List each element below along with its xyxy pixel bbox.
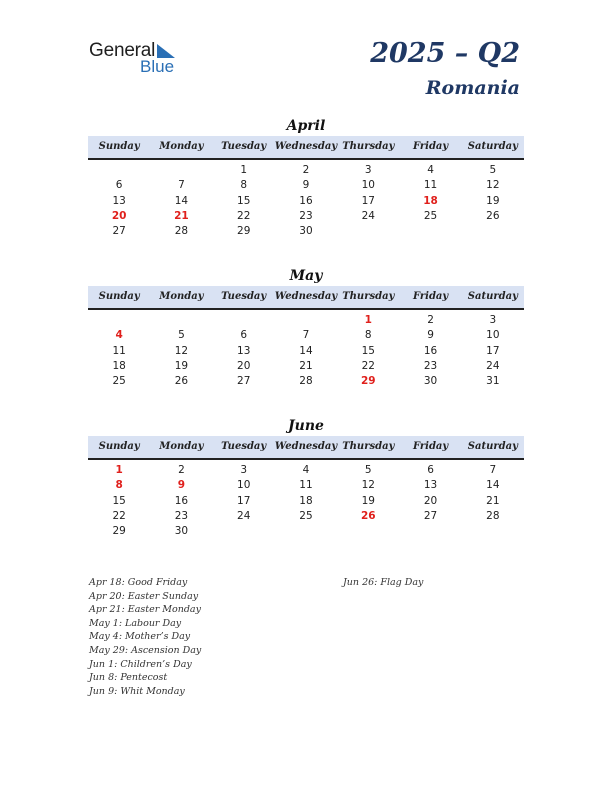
day-cell: 15: [361, 344, 375, 357]
day-cell: 21: [174, 209, 189, 222]
holiday-item: Jun 9: Whit Monday: [89, 685, 185, 697]
day-cell: 19: [361, 494, 375, 507]
week-row: [88, 463, 524, 478]
weekday-label: Friday: [412, 291, 449, 302]
weekday-header: [88, 136, 524, 160]
day-cell: [275, 524, 337, 539]
weekday-label: Friday: [412, 141, 449, 152]
day-cell: 22: [237, 209, 251, 222]
day-cell: 13: [237, 344, 251, 357]
day-cell: 27: [423, 509, 438, 522]
day-cell: 24: [361, 209, 375, 222]
day-cell: 29: [360, 375, 376, 388]
day-cell: [337, 524, 399, 539]
weekday-label: Sunday: [98, 291, 140, 302]
day-cell: 14: [174, 194, 189, 207]
holiday-item: May 1: Labour Day: [89, 617, 182, 629]
weekday-label: Saturday: [467, 291, 518, 302]
day-cell: 3: [489, 314, 497, 326]
weekday-label: Tuesday: [221, 141, 267, 152]
day-cell: 28: [174, 225, 189, 238]
day-cell: [150, 313, 212, 328]
weekday-label: Tuesday: [221, 441, 267, 452]
day-cell: 5: [178, 329, 185, 342]
day-cell: 3: [240, 464, 248, 476]
day-cell: 26: [174, 375, 189, 388]
day-cell: 26: [486, 209, 500, 222]
day-cell: 7: [489, 464, 497, 476]
holiday-item: Apr 20: Easter Sunday: [89, 590, 199, 602]
day-cell: 21: [486, 494, 500, 507]
day-cell: 16: [174, 494, 189, 507]
day-cell: 2: [427, 314, 434, 326]
day-cell: 10: [361, 179, 375, 192]
day-cell: 15: [112, 494, 126, 507]
day-cell: 18: [299, 494, 313, 507]
day-cell: [337, 224, 399, 239]
day-cell: 12: [361, 479, 375, 492]
day-cell: [275, 313, 337, 328]
day-cell: 17: [361, 194, 375, 207]
week-row: [88, 509, 524, 524]
week-row: [88, 209, 524, 224]
page-title: 2025 – Q2: [370, 38, 520, 69]
day-cell: 28: [299, 375, 313, 388]
day-cell: 11: [423, 179, 438, 192]
day-cell: 29: [112, 525, 126, 538]
week-row: [88, 478, 524, 493]
day-cell: 26: [360, 509, 376, 522]
week-row: [88, 224, 524, 239]
day-cell: 20: [237, 359, 251, 372]
day-cell: 19: [174, 359, 189, 372]
day-cell: 17: [486, 344, 500, 357]
day-cell: 25: [423, 209, 438, 222]
day-cell: 15: [237, 194, 251, 207]
week-row: [88, 359, 524, 374]
day-cell: 4: [427, 164, 434, 176]
month-calendar: [88, 266, 524, 389]
weekday-label: Wednesday: [274, 141, 338, 152]
day-cell: 9: [177, 479, 186, 492]
day-cell: 27: [112, 225, 126, 238]
weekday-label: Sunday: [98, 141, 140, 152]
day-cell: 9: [427, 329, 434, 342]
holiday-item: Jun 26: Flag Day: [343, 577, 424, 588]
weekday-header: [88, 286, 524, 310]
weekday-label: Thursday: [342, 291, 395, 302]
day-cell: 7: [178, 179, 185, 192]
weekday-label: Monday: [159, 141, 204, 152]
day-cell: 10: [486, 329, 500, 342]
week-row: [88, 344, 524, 359]
week-row: [88, 163, 524, 178]
day-cell: [399, 224, 461, 239]
day-cell: 7: [302, 329, 310, 342]
weekday-label: Monday: [159, 441, 204, 452]
week-row: [88, 178, 524, 193]
day-cell: 12: [486, 179, 500, 192]
weekday-label: Thursday: [342, 141, 395, 152]
day-cell: [213, 524, 275, 539]
day-cell: 5: [364, 464, 372, 476]
week-row: [88, 524, 524, 539]
day-cell: 18: [112, 359, 126, 372]
weekday-label: Saturday: [467, 441, 518, 452]
day-cell: 30: [299, 225, 313, 238]
day-cell: 10: [237, 479, 251, 492]
day-cell: 13: [112, 194, 126, 207]
day-cell: 23: [299, 209, 313, 222]
holiday-item: May 29: Ascension Day: [89, 644, 202, 656]
day-cell: 1: [240, 164, 248, 176]
day-cell: 12: [174, 344, 189, 357]
month-calendar: [88, 116, 524, 239]
day-cell: 23: [423, 359, 438, 372]
day-cell: 30: [423, 375, 438, 388]
day-cell: 3: [364, 164, 372, 176]
day-cell: 20: [423, 494, 438, 507]
day-cell: 4: [115, 329, 123, 342]
weekday-label: Monday: [159, 291, 204, 302]
weekday-label: Friday: [412, 441, 449, 452]
day-cell: 5: [489, 164, 497, 176]
day-cell: 18: [423, 194, 438, 207]
day-cell: 23: [174, 509, 189, 522]
weekday-header: [88, 436, 524, 460]
day-cell: 17: [237, 494, 251, 507]
day-cell: 11: [112, 344, 126, 357]
holiday-list-right: [343, 576, 423, 590]
day-cell: [88, 313, 150, 328]
week-row: [88, 328, 524, 343]
day-cell: 22: [112, 509, 126, 522]
day-cell: 16: [299, 194, 313, 207]
month-name: May: [289, 268, 323, 284]
day-cell: 8: [240, 179, 248, 192]
holiday-item: Apr 18: Good Friday: [89, 577, 188, 588]
day-cell: 19: [486, 194, 500, 207]
country-subtitle: Romania: [425, 77, 520, 99]
day-cell: 25: [299, 509, 313, 522]
weekday-label: Saturday: [467, 141, 518, 152]
month-calendar: [88, 416, 524, 539]
week-row: [88, 194, 524, 209]
holiday-item: May 4: Mother’s Day: [89, 631, 191, 643]
day-cell: 30: [174, 525, 189, 538]
day-cell: [150, 163, 212, 178]
day-cell: 25: [112, 375, 126, 388]
day-cell: [399, 524, 461, 539]
weekday-label: Tuesday: [221, 291, 267, 302]
day-cell: [213, 313, 275, 328]
day-cell: 13: [423, 479, 438, 492]
week-row: [88, 313, 524, 328]
day-cell: 16: [423, 344, 438, 357]
day-cell: 27: [237, 375, 251, 388]
weekday-label: Sunday: [98, 441, 140, 452]
month-name: June: [288, 418, 324, 434]
month-name: April: [286, 118, 326, 134]
day-cell: 1: [364, 314, 372, 326]
holiday-list-left: [89, 576, 201, 698]
day-cell: 6: [115, 179, 123, 192]
weekday-label: Wednesday: [274, 441, 338, 452]
day-cell: 6: [427, 464, 434, 476]
holiday-item: Apr 21: Easter Monday: [89, 604, 201, 616]
day-cell: 1: [115, 464, 123, 476]
day-cell: 11: [299, 479, 313, 492]
day-cell: 29: [237, 225, 251, 238]
day-cell: [462, 524, 524, 539]
day-cell: 24: [237, 509, 251, 522]
weekday-label: Wednesday: [274, 291, 338, 302]
day-cell: 31: [486, 375, 500, 388]
logo-blue-text: Blue: [140, 57, 175, 76]
day-cell: 9: [302, 179, 310, 192]
week-row: [88, 374, 524, 389]
logo: [89, 40, 189, 76]
week-row: [88, 494, 524, 509]
holiday-item: Jun 1: Children’s Day: [89, 658, 192, 670]
day-cell: 14: [486, 479, 500, 492]
holiday-item: Jun 8: Pentecost: [89, 672, 168, 684]
day-cell: 8: [115, 479, 123, 492]
day-cell: 21: [299, 359, 313, 372]
day-cell: 8: [364, 329, 372, 342]
day-cell: 28: [486, 509, 500, 522]
logo-general-text: General: [89, 40, 156, 61]
day-cell: 22: [361, 359, 375, 372]
day-cell: [88, 163, 150, 178]
day-cell: 4: [302, 464, 310, 476]
day-cell: 2: [178, 464, 185, 476]
day-cell: 24: [486, 359, 500, 372]
day-cell: 2: [302, 164, 310, 176]
day-cell: 6: [240, 329, 248, 342]
day-cell: 20: [111, 209, 127, 222]
weekday-label: Thursday: [342, 441, 395, 452]
day-cell: [462, 224, 524, 239]
day-cell: 14: [299, 344, 313, 357]
